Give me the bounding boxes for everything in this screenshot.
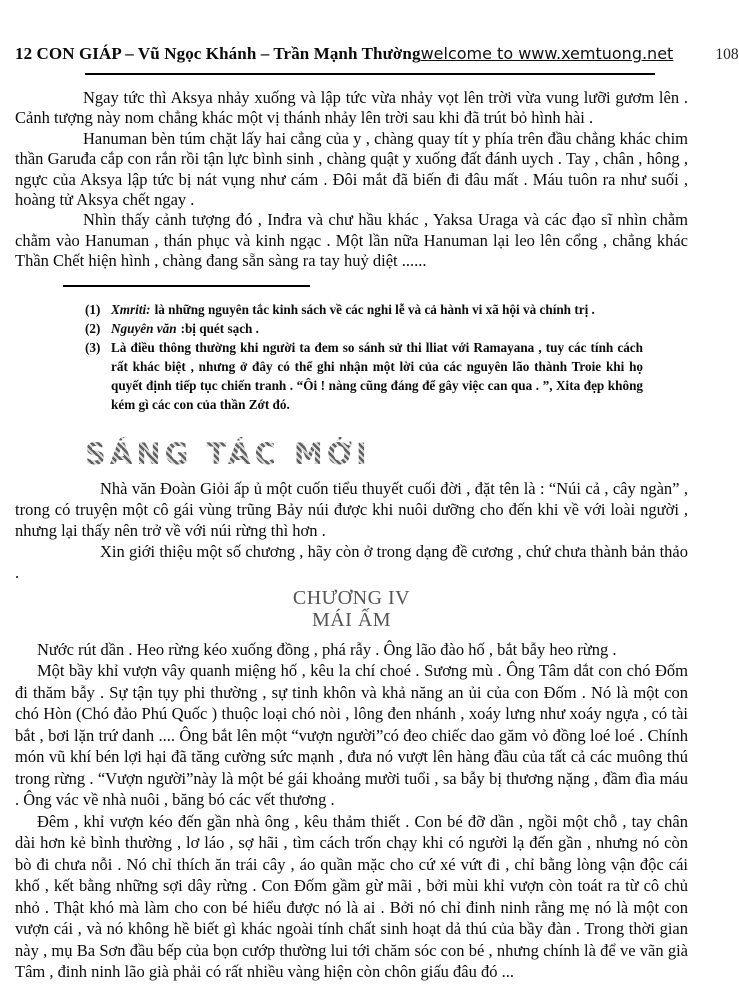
- story-paragraph: Nhìn thấy cảnh tượng đó , Inđra và chư hầu khác , Yaksa Uraga và các đạo sĩ nhìn chằm chằm vào Hanuman , thán phục và kinh ngạc . Một lần nữa Hanuman lại leo lên cổng , chẳng khác Thần Chết hiện hình , chàng đang sẵn sàng ra tay huỷ diệt ......: [15, 210, 688, 271]
- footnotes: [85, 300, 643, 414]
- new-works-intro: [15, 478, 688, 583]
- footnote-item: [85, 300, 643, 319]
- footnote-marker: (3): [85, 339, 101, 355]
- footnote-item: [85, 319, 643, 338]
- footnote-text: [111, 319, 643, 338]
- intro-paragraph: Xin giới thiệu một số chương , hãy còn ở trong dạng đề cương , chứ chưa thành bản thảo .: [15, 541, 688, 582]
- site-link[interactable]: welcome to www.xemtuong.net: [420, 44, 674, 63]
- book-title: 12 CON GIÁP – Vũ Ngọc Khánh – Trần Mạnh Thường: [15, 44, 421, 63]
- body-paragraph: Nước rút dần . Heo rừng kéo xuống đồng , phá rẫy . Ông lão đào hố , bắt bẫy heo rừng .: [37, 639, 617, 659]
- chapter-title: CHƯƠNG IV: [292, 586, 411, 609]
- body-paragraph: Một bầy khỉ vượn vây quanh miệng hố , kêu la chí choé . Sương mù . Ông Tâm dắt con chó Đốm đi thăm bẫy . Sự tận tụy phi thường , sự tinh khôn và khả năng an ủi của con Đốm . Nó là một con chó Hòn (Chó đảo Phú Quốc ) thuộc loại chó nòi , lông đen nhánh , xoáy lưng như xoáy ngựa , có tài bắt , bơi lặn trứ danh .... Ông bắt lên một “vượn người”có đeo chiếc dao găm vỏ đồng loé loé . Chính món vũ khí bén lợi hại đã tăng cường sức mạnh , đưa nó vượt lên hàng đầu của tất cả các muông thú trong rừng . “Vượn người”này là một bé gái khoảng mười tuổi , sa bẫy bị thương nặng , đầm đìa máu . Ông vác về nhà nuôi , băng bó các vết thương .: [15, 661, 688, 810]
- story-section: [15, 88, 688, 272]
- body-paragraph: Đêm , khỉ vượn kéo đến gần nhà ông , kêu thảm thiết . Con bé đỡ dần , ngồi một chỗ , tay chân dài hơn kẻ bình thường , lơ láo , sợ hãi , tìm cách trốn chạy khi có người lạ đến gần , nhưng nó còn bò đi chưa nỗi . Nó chỉ thích ăn trái cây , áo quần mặc cho cứ xé vứt đi , chỉ bằng lòng vận độc cái khố , kết bằng những sợi dây rừng . Con Đốm gầm gừ mãi , bởi mùi khỉ vượn còn toát ra từ cô chủ nhỏ . Thật khó mà làm cho con bé hiểu được nó là ai . Bởi nó chỉ đinh ninh rằng mẹ nó là một con vượn cái , và nó không hề biết gì khác ngoài tính chất sinh hoạt dả thú của bầy đàn . Trong thời gian này , mụ Ba Sơn đầu bếp của bọn cướp thường lui tới chăm sóc con bé , nhưng chính là để ve vãn già Tâm , đinh ninh lão già phải có rất nhiều vàng hiện còn chôn giấu đâu đó ...: [15, 811, 688, 982]
- chapter-subtitle: MÁI ẤM: [311, 608, 392, 631]
- footnote-text: [111, 300, 643, 319]
- footnote-marker: (2): [85, 320, 101, 336]
- page-number: 108: [715, 46, 739, 63]
- footnote-item: [85, 338, 643, 414]
- header-rule: [85, 73, 655, 75]
- footnote-term: Nguyên văn: [111, 320, 177, 336]
- page-header: [15, 44, 739, 64]
- chapter-body: [15, 639, 688, 983]
- footnote-marker: (1): [85, 301, 101, 317]
- new-works-section-header: [85, 437, 688, 471]
- chapter-heading: [15, 587, 688, 631]
- sang-tac-moi-heading: SÁNG TÁC MỚI: [85, 436, 371, 471]
- footnote-text: [111, 338, 643, 414]
- story-paragraph: Ngay tức thì Aksya nhảy xuống và lập tức vừa nhảy vọt lên trời vừa vung lưỡi gươm lên . Cảnh tượng này nom chẳng khác một vị thánh nhảy lên trời sau khi đã trút bỏ hình hài .: [15, 88, 688, 128]
- intro-paragraph: Nhà văn Đoàn Giỏi ấp ủ một cuốn tiểu thuyết cuối đời , đặt tên là : “Núi cả , cây ngàn” , trong có truyện một cô gái vùng trũng Bảy núi được khi nuôi dưỡng cho đến khi về với loài người , nhưng lại thấy nên trở về với núi rừng thì hơn .: [15, 478, 688, 540]
- footnote-body-text: :bị quét sạch .: [180, 320, 259, 336]
- footnote-body-text: là những nguyên tắc kinh sách về các nghi lễ và cả hành vi xã hội và chính trị .: [154, 301, 595, 317]
- story-paragraph: Hanuman bèn túm chặt lấy hai cẳng của y , chàng quay tít y phía trên đầu chẳng khác chim thần Garuđa cắp con rắn rồi tận lực bình sinh , chàng quật y xuống đất đánh uych . Tay , chân , hông , ngực của Aksya lập tức bị nát vụng như cám . Đôi mắt đã biến đi đâu mất . Máu tuôn ra như suối , hoàng tử Aksya chết ngay .: [15, 128, 688, 210]
- footnote-body-text: Là điều thông thường khi người ta đem so sánh sử thi lliat với Ramayana , tuy các tính cách rất khác biệt , nhưng ở đây có thể ghi nhận một lời của các nguyên lão thành Troie khi họ quyết định tiếp tục chiến tranh . “Ôi ! nàng cũng đáng để gây việc can qua . ”, Xita đẹp không kém gì các con của thần Zớt đó.: [111, 339, 643, 412]
- footnote-separator: [63, 285, 310, 287]
- footnote-term: Xmriti:: [111, 301, 151, 317]
